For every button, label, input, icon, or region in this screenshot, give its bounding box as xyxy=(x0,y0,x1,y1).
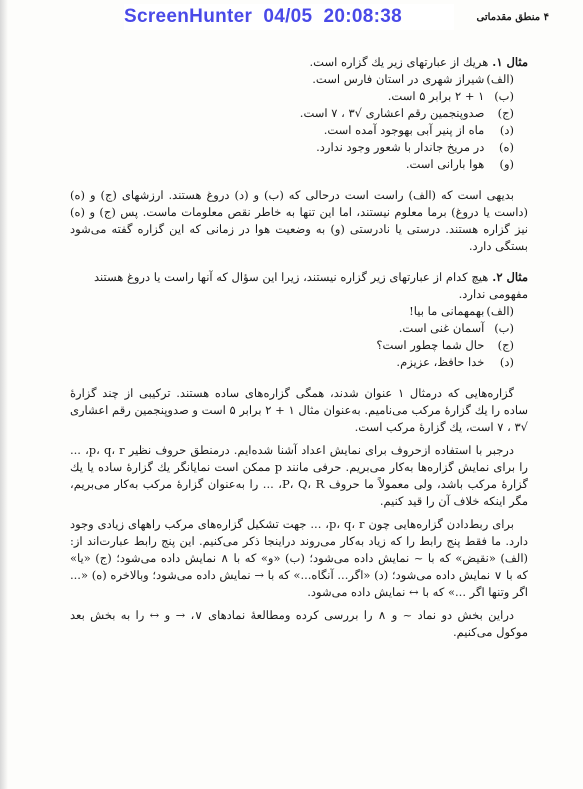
list-item xyxy=(70,71,514,88)
item-text: ۱ + ۲ برابر ۵ است. xyxy=(387,89,485,103)
paragraph-5: دراین بخش دو نماد ~ و ∧ را بررسی کرده ومطالعهٔ نمادهای ∨، → و ↔ را به بخش بعد موکول می‌کنیم. xyxy=(70,608,528,639)
list-item xyxy=(70,88,514,105)
page-content xyxy=(70,54,528,641)
list-item xyxy=(70,122,514,139)
list-item xyxy=(70,354,514,371)
item-text: هوا بارانی است. xyxy=(405,157,485,171)
item-text: حال شما چطور است؟ xyxy=(376,338,485,352)
list-item xyxy=(70,105,514,122)
example-1-title: مثال ۱. xyxy=(492,55,528,69)
item-text: در مریخ جاندار با شعور وجود ندارد. xyxy=(316,140,485,154)
screenhunter-watermark: ScreenHunter 04/05 20:08:38 xyxy=(124,4,454,30)
paragraph-1: بدیهی است که (الف) راست است درحالی که (ب) و (د) دروغ هستند. ارزشهای (ج) و (ه) (داست یا دروغ) برما معلوم نیستند، اما این تنها به خاطر نقص معلومات ماست. پس (ج) و (ه) نیز گزاره هستند. درستی یا نادرستی (و) به وضعیت هوا در زمانی که این گزاره گفته می‌شود بستگی دارد. xyxy=(70,188,528,253)
example-1-intro: هریك از عبارتهای زیر یك گزاره است. xyxy=(309,55,489,69)
item-label: (ج) xyxy=(497,338,514,352)
item-text: خدا حافظ، عزیزم. xyxy=(396,355,485,369)
example-1-list xyxy=(70,71,528,173)
example-2-intro: هیچ کدام از عبارتهای زیر گزاره نیستند، زیرا این سؤال که آنها راست یا دروغ هستند مفهومی ندارد. xyxy=(94,270,528,301)
item-label: (و) xyxy=(499,157,514,171)
page-header: ۴ منطق مقدماتی xyxy=(476,12,549,23)
item-label: (الف) xyxy=(486,304,514,318)
example-2-heading xyxy=(70,269,528,303)
item-text: صدوپنجمین رقم اعشاری √۳ ، ۷ است. xyxy=(299,106,485,120)
list-item xyxy=(70,320,514,337)
item-label: (ب) xyxy=(494,321,514,335)
example-2-list xyxy=(70,303,528,371)
item-text: ماه از پنیر آبی بهوجود آمده است. xyxy=(323,123,485,137)
item-label: (ب) xyxy=(494,89,514,103)
list-item xyxy=(70,337,514,354)
item-label: (د) xyxy=(499,123,514,137)
example-2-title: مثال ۲. xyxy=(492,270,528,284)
example-1-heading xyxy=(70,54,528,71)
item-label: (ج) xyxy=(497,106,514,120)
paragraph-2: گزاره‌هایی که درمثال ۱ عنوان شدند، همگی گزاره‌های ساده هستند. ترکیبی از چند گزارهٔ ساده را یك گزارهٔ مرکب می‌نامیم. به‌عنوان مثال ۱ + ۲ برابر ۵ است و صدوپنجمین رقم اعشاری √۳ ، ۷ است، یك گزارهٔ مرکب است. xyxy=(70,386,528,434)
paragraph-4: برای ربط‌دادن گزاره‌هایی چون p، q، r، ... جهت تشکیل گزاره‌های مرکب راههای زیادی وجود دارد. ما فقط پنج رابط را که زیاد به‌کار می‌روند دراینجا ذکر می‌کنیم. این پنج رابط عبارت‌اند از: (الف) «نقیض» که با ~ نمایش داده می‌شود؛ (ب) «و» که با ∧ نمایش داده می‌شود؛ (ج) «یا» که با ∨ نمایش داده می‌شود؛ (د) «اگر... آنگاه...» که با → نمایش داده می‌شود؛ وبالاخره (ه) «... اگر وتنها اگر ...» که با ↔ نمایش داده می‌شود. xyxy=(70,517,528,599)
item-text: بهمهمانی ما بیا! xyxy=(409,304,485,318)
list-item xyxy=(70,156,514,173)
item-label: (د) xyxy=(499,355,514,369)
item-label: (ه) xyxy=(499,140,514,154)
item-text: آسمان غنی است. xyxy=(398,321,485,335)
list-item xyxy=(70,139,514,156)
item-label: (الف) xyxy=(486,72,514,86)
paragraph-3: درجبر با استفاده ازحروف برای نمایش اعداد آشنا شده‌ایم. درمنطق حروف نظیر p، q، r، ... را برای نمایش گزاره‌ها به‌کار می‌بریم. حرفی مانند p ممکن است نمایانگر یك گزارهٔ ساده یا یك گزارهٔ مرکب باشد، ولی معمولاً ما حروف P، Q، R، ... را به‌عنوان گزارهٔ مرکب به‌کار می‌بریم، مگر اینکه خلاف آن را قید کنیم. xyxy=(70,443,529,508)
page-spine-shadow xyxy=(0,0,8,789)
list-item xyxy=(70,303,514,320)
item-text: شیراز شهری در استان فارس است. xyxy=(312,72,485,86)
